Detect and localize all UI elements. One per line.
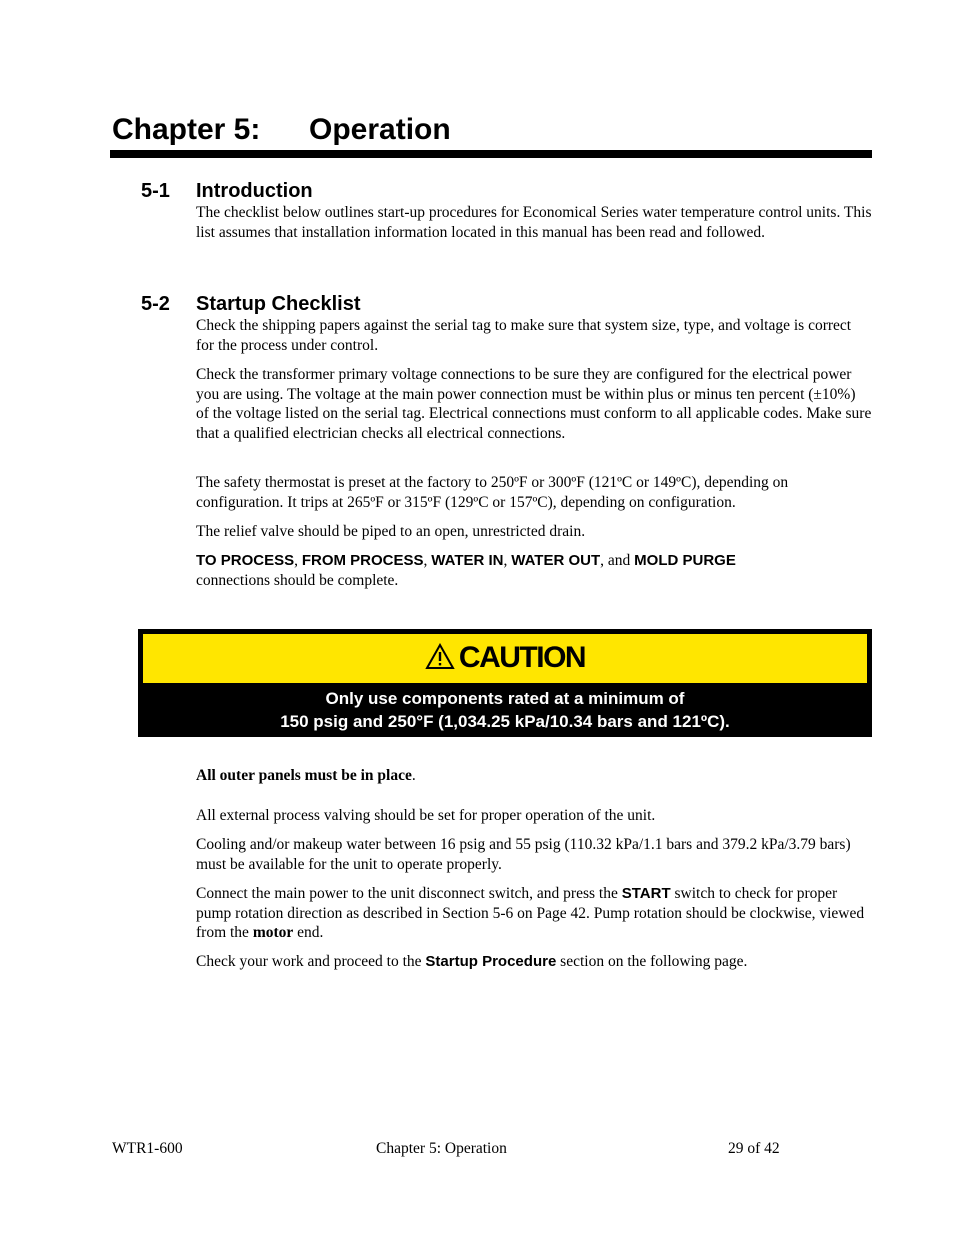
connection-label: FROM PROCESS	[301, 552, 424, 569]
motor-bold: motor	[252, 924, 294, 942]
section-number: 5-1	[141, 180, 170, 202]
separator: ,	[423, 552, 432, 569]
section-heading-intro	[141, 179, 313, 203]
caution-banner	[143, 634, 867, 683]
section-title: Startup Checklist	[196, 293, 361, 315]
connections-paragraph	[196, 551, 872, 590]
caution-message	[138, 687, 872, 733]
connection-label: TO PROCESS	[196, 552, 295, 569]
proceed-paragraph	[196, 952, 872, 972]
caution-box	[138, 629, 872, 737]
connection-label: WATER IN	[431, 552, 504, 569]
footer-chapter: Chapter 5: Operation	[376, 1140, 507, 1157]
caution-word: CAUTION	[458, 641, 586, 674]
checklist-paragraph: The relief valve should be piped to an open, unrestricted drain.	[196, 523, 586, 540]
start-label: START	[621, 885, 671, 902]
separator: ,	[294, 552, 302, 569]
intro-paragraph: The checklist below outlines start-up procedures for Economical Series water temperature control units. This list assumes that installation information located in this manual has been read and followed.	[196, 204, 872, 241]
checklist-paragraph: Check the shipping papers against the serial tag to make sure that system size, type, and voltage is correct for the process under control.	[196, 317, 852, 354]
warning-triangle-icon	[425, 643, 455, 679]
text-run: Connect the main power to the unit disconnect switch, and press the	[196, 885, 622, 902]
section-heading-checklist	[141, 292, 361, 316]
checklist-paragraph: The safety thermostat is preset at the factory to 250ºF or 300ºF (121ºC or 149ºC), depending on configuration. It trips at 265ºF or 315ºF (129ºC or 157ºC), depending on configuration.	[196, 474, 789, 511]
water-paragraph: Cooling and/or makeup water between 16 psig and 55 psig (110.32 kPa/1.1 bars and 379.2 kPa/3.79 bars) must be available for the unit to operate properly.	[196, 836, 851, 873]
footer-page-number: 29 of 42	[728, 1140, 780, 1157]
chapter-number: Chapter 5:	[112, 113, 261, 146]
connection-label: WATER OUT	[511, 552, 601, 569]
valving-paragraph: All external process valving should be set for proper operation of the unit.	[196, 807, 656, 824]
caution-line: 150 psig and 250°F (1,034.25 kPa/10.34 bars and 121ºC).	[280, 712, 730, 731]
caution-heading	[425, 640, 585, 679]
chapter-rule	[110, 150, 872, 158]
connections-tail: connections should be complete.	[196, 571, 399, 589]
period: .	[411, 767, 416, 784]
power-paragraph	[196, 884, 872, 943]
panels-paragraph	[196, 766, 872, 786]
text-run: Check your work and proceed to the	[196, 953, 426, 970]
caution-line: Only use components rated at a minimum of	[325, 689, 685, 708]
footer-doc-id: WTR1-600	[112, 1140, 183, 1157]
section-title: Introduction	[196, 180, 313, 202]
chapter-name: Operation	[309, 113, 451, 146]
text-run: switch to check for proper pump rotation direction as described in Section 5-6 on Page 42. Pump rotation should be clockwise, viewed from the	[196, 885, 865, 942]
text-run: section on the following page.	[556, 953, 748, 970]
separator: ,	[503, 552, 512, 569]
startup-procedure-link[interactable]: Startup Procedure	[425, 953, 557, 970]
connection-label: MOLD PURGE	[634, 552, 736, 569]
separator: , and	[600, 552, 635, 569]
section-number: 5-2	[141, 293, 170, 315]
panels-bold: All outer panels must be in place	[196, 767, 412, 784]
checklist-paragraph: Check the transformer primary voltage connections to be sure they are configured for the electrical power you are using. The voltage at the main power connection must be within plus or minus ten percent (±10%) of the voltage listed on the serial tag. Electrical connections must conform to all applicable codes. Make sure that a qualified electrician checks all electrical connections.	[196, 366, 872, 443]
chapter-title	[112, 110, 451, 150]
text-run: end.	[293, 924, 324, 942]
